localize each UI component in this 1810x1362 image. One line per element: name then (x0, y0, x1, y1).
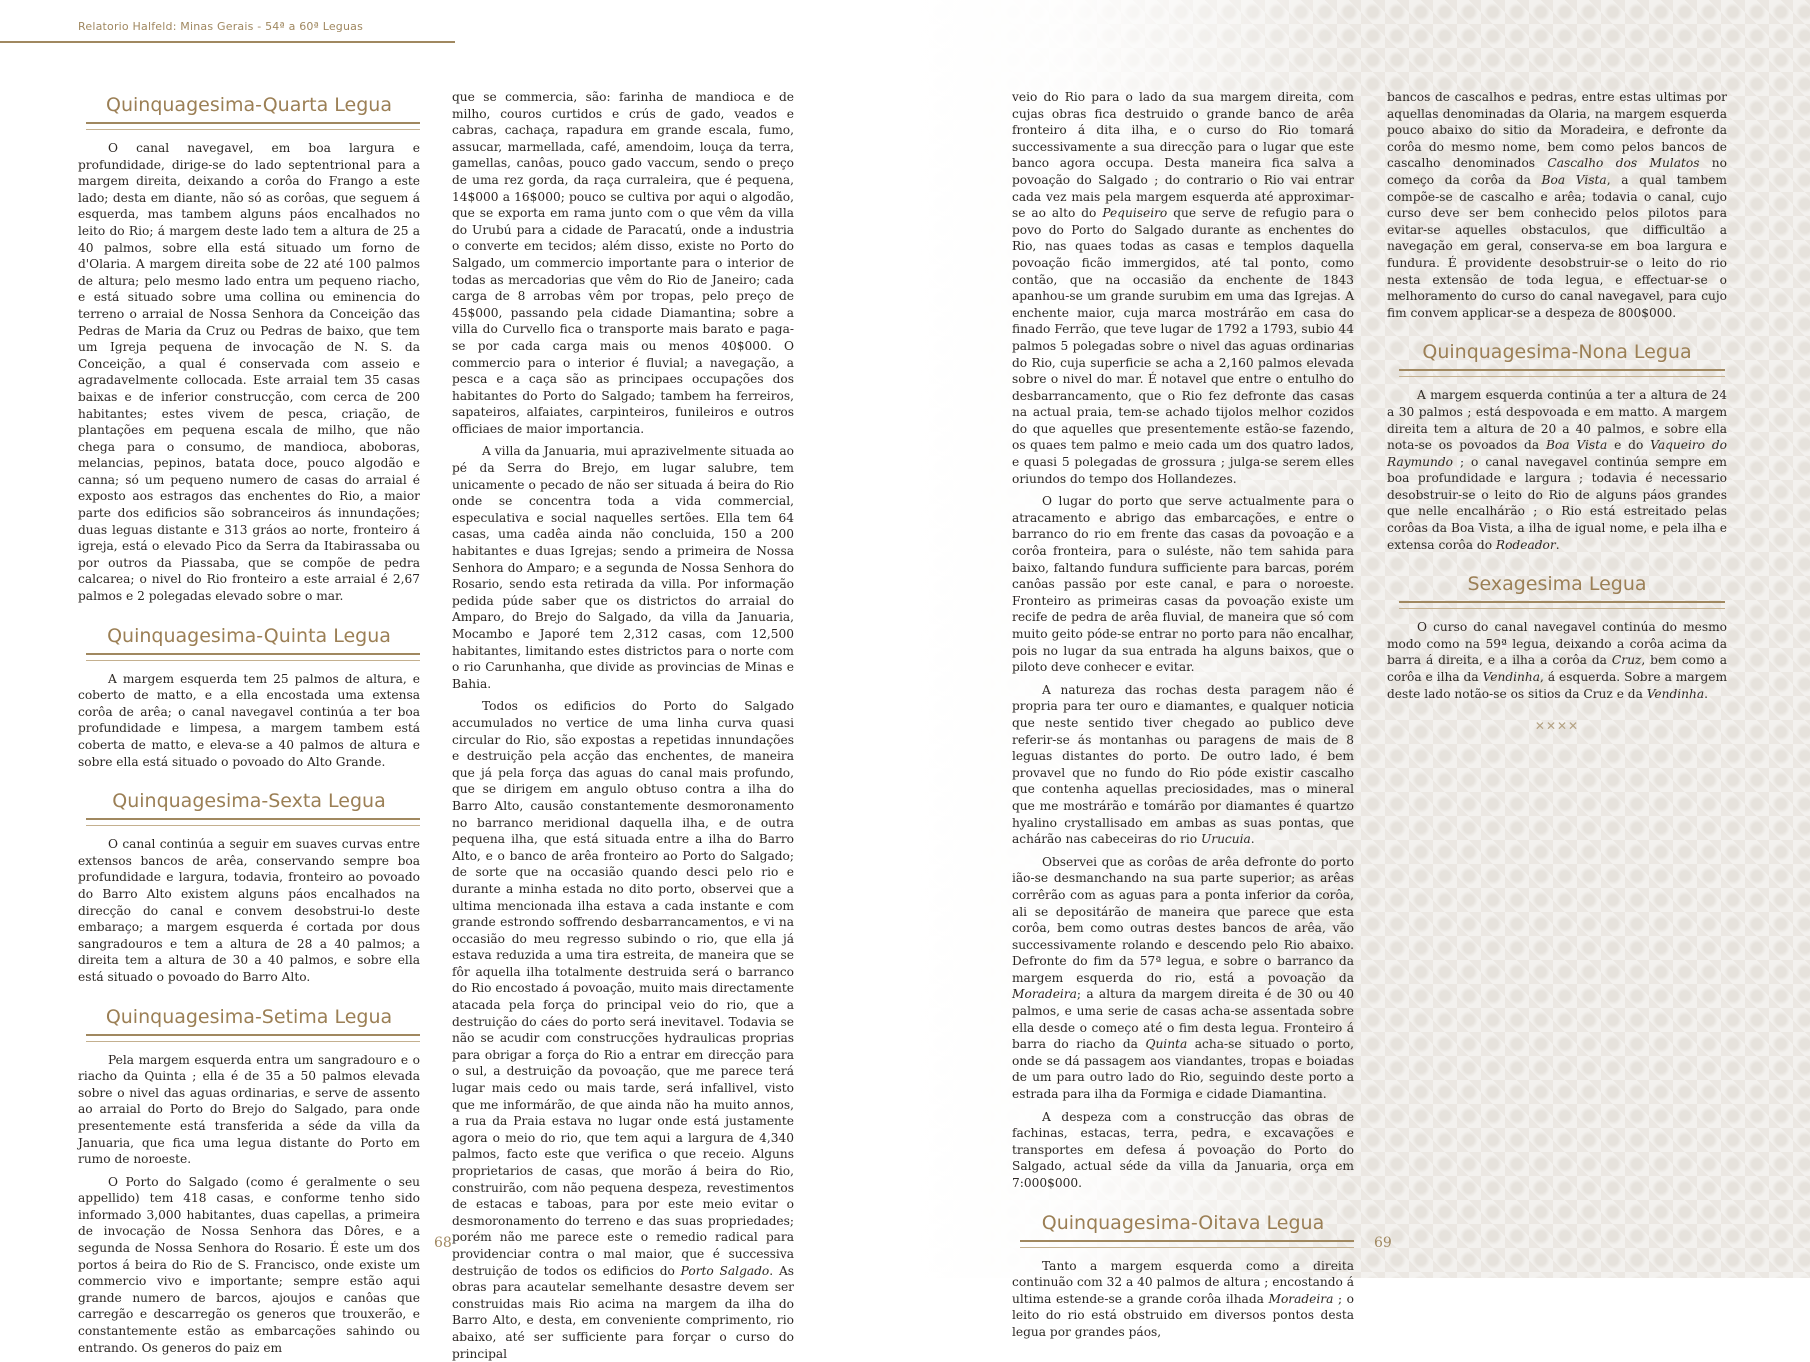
right-page-column-1 (1012, 89, 1355, 1339)
heading-rule (1020, 1240, 1354, 1248)
heading-rule (86, 1034, 420, 1042)
page-number-right: 69 (1374, 1235, 1392, 1251)
paragraph: O curso do canal navegavel continúa do mesmo modo como na 59ª legua, deixando a corôa acima da barra á direita, e a ilha a corôa da Cruz, bem como a corôa e ilha da Vendinha, á esquerda. Sobre a margem deste lado notão-se os sitios da Cruz e da Vendinha. (1387, 620, 1728, 701)
paragraph: veio do Rio para o lado da sua margem direita, com cujas obras fica destruido o grande banco de arêa fronteiro á dita ilha, e o curso do Rio tomará successivamente a sua direcção para o lugar que este banco agora occupa. Desta maneira fica salva a povoação do Salgado ; do contrario o Rio vai entrar cada vez mais pela margem esquerda até approximar-se ao alto do Pequiseiro que serve de refugio para o povo do Porto do Salgado durante as enchentes do Rio, nas quaes todas as casas e templos daquella povoação ficão immergidos, até tal ponto, como contão, que na occasião da enchente de 1843 apanhou-se um grande surubim em uma das Igrejas. A enchente maior, cuja marca mostrárão em casa do finado Ferrão, que teve lugar de 1792 a 1793, subio 44 palmos 5 polegadas sobre o nivel das aguas ordinarias do Rio, cuja superficie se acha a 2,160 palmos elevada sobre o nivel do mar. É notavel que entre o entulho do desbarrancamento, que o Rio fez defronte das casas na actual praia, tem-se achado tijolos melhor cozidos do que aquelles que presentemente estão-se fazendo, os quaes tem palmo e meio cada um dos quatro lados, e quasi 5 polegadas de grossura ; julga-se serem elles oriundos do tempo dos Hollandezes. (1012, 90, 1355, 486)
running-head-rule (0, 41, 455, 43)
page-number-left: 68 (434, 1235, 452, 1251)
section-heading-56: Quinquagesima-Sexta Legua (112, 790, 386, 813)
paragraph: Todos os edificios do Porto do Salgado accumulados no vertice de uma linha curva quasi circular do Rio, são expostas a repetidas innundações e destruição pela acção das enchentes, de maneira que já pela força das aguas do canal mais profundo, que se dirigem em angulo obtuso contra a ilha do Barro Alto, causão constantemente desmoronamento no barranco meridional daquella ilha, e de outra pequena ilha, que está situada entre a ilha do Barro Alto, e o banco de arêa fronteiro ao Porto do Salgado; de sorte que na occasião quando desci pelo rio e durante a minha estada no dito porto, observei que a ultima mencionada ilha estava a cada instante e com grande estrondo soffrendo desbarrancamentos, e vi na occasião do meu regresso subindo o rio, que ella já estava reduzida a uma tira estreita, de maneira que se fôr aquella ilha totalmente destruida será o barranco do Rio encostado á povoação, muito mais directamente atacada pela força do principal veio do rio, que a destruição do cáes do porto será inevitavel. Todavia se não se acudir com construcções hydraulicas proprias para obrigar a força do Rio a entrar em direcção para o sul, a destruição da povoação, que me parece terá lugar mais cedo ou mais tarde, será infallivel, visto que me informárão, de que ainda não ha muito annos, a rua da Praia estava no lugar onde está justamente agora o meio do rio, que tem aqui a largura de 4,340 palmos, facto este que verifica o que receio. Alguns proprietarios de casas, que morão á beira do Rio, construirão, com não pequena despeza, revestimentos de estacas e taboas, para por este meio evitar o desmoronamento do terreno e das suas propriedades; porém não me parece este o remedio radical para providenciar contra o mal maior, que é successiva destruição de todos os edificios do Porto Salgado. As obras para acautelar semelhante desastre devem ser construidas mais Rio acima na margem da ilha do Barro Alto, e desta, em conveniente comprimento, rio abaixo, até ser sufficiente para forçar o curso do principal (452, 699, 795, 1361)
paragraph: Observei que as corôas de arêa defronte do porto ião-se desmanchando na sua parte superior; as arêas corrêrão com as aguas para a ponta inferior da corôa, ali se depositárão de maneira que parece que esta corôa, bem como outras destes bancos de arêa, vão successivamente rolando e descendo pelo Rio abaixo. Defronte do fim da 57ª legua, e sobre o barranco da margem esquerda do rio, está a povoação da Moradeira; a altura da margem direita é de 30 ou 40 palmos, e uma serie de casas acha-se assentada sobre ella desde o começo até o fim desta legua. Fronteiro á barra do riacho da Quinta acha-se situado o porto, onde se dá passagem aos viandantes, tropas e boiadas de um para outro lado do Rio, seguindo deste porto a estrada para ilha da Formiga e cidade Diamantina. (1012, 854, 1354, 1102)
running-head: Relatorio Halfeld: Minas Gerais - 54ª a 60ª Leguas (78, 20, 364, 33)
section-heading-59: Quinquagesima-Nona Legua (1422, 341, 1692, 364)
paragraph: Tanto a margem esquerda como a direita continuão com 32 a 40 palmos de altura ; encostando á ultima estende-se a grande corôa ilhada Moradeira ; o leito do rio está obstruido em diversos pontos desta legua por grandes páos, (1012, 1258, 1354, 1339)
heading-rule (86, 818, 420, 826)
section-heading-60: Sexagesima Legua (1467, 573, 1647, 596)
paragraph: O Porto do Salgado (como é geralmente o seu appellido) tem 418 casas, e conforme tenho sido informado 3,000 habitantes, duas capellas, a primeira de invocação de Nossa Senhora das Dôres, e a segunda de Nossa Senhora do Rosario. É este um dos portos á beira do Rio de S. Francisco, onde existe um commercio vivo e importante; sempre estão aqui grande numero de barcos, ajoujos e canôas que carregão e descarregão os generos que trouxerão, e constantemente estão as embarcações sahindo ou entrando. Os generos do paiz em (78, 1174, 420, 1355)
heading-rule (86, 653, 420, 661)
paragraph: A margem esquerda tem 25 palmos de altura, e coberto de matto, e a ella encostada uma extensa corôa de arêa; o canal navegavel continúa a ter boa profundidade e limpesa, a margem tambem está coberta de matto, e eleva-se a 40 palmos de altura e sobre ella está situado o povoado do Alto Grande. (78, 671, 420, 769)
heading-rule (1399, 369, 1725, 377)
section-heading-57: Quinquagesima-Setima Legua (105, 1005, 393, 1028)
paragraph: A villa da Januaria, mui aprazivelmente situada ao pé da Serra do Brejo, em lugar salubre, tem unicamente o pecado de não ser situada á beira do Rio onde se concentra toda a vida commercial, especulativa e social naquelles sertões. Ella tem 64 casas, uma cadêa ainda não concluida, 150 a 200 habitantes e duas Igrejas; sendo a primeira de Nossa Senhora do Amparo; e a segunda de Nossa Senhora do Rosario, sendo esta retirada da villa. Por informação pedida púde saber que os districtos do arraial do Amparo, do Brejo do Salgado, da villa da Januaria, Mocambo e Japoré tem 2,312 casas, com 12,500 habitantes, limitando estes districtos para o norte com o rio Carunhanha, que divide as provincias de Minas e Bahia. (452, 444, 794, 691)
paragraph: bancos de cascalhos e pedras, entre estas ultimas por aquellas denominadas da Olaria, na margem esquerda pouco abaixo do sitio da Moradeira, e defronte da corôa do mesmo nome, bem como pelos bancos de cascalho denominados Cascalho dos Mulatos no começo da corôa da Boa Vista, a qual tambem compõe-se de cascalho e arêa; todavia o canal, cujo curso deve ser bem conhecido pelos pilotos para evitar-se aquelles obstaculos, que difficultão a navegação em geral, conserva-se em boa largura e fundura. É providente desobstruir-se o leito do rio nesta extensão de toda legua, e effectuar-se o melhoramento do curso do canal navegavel, para cujo fim convem applicar-se a despeza de 800$000. (1387, 90, 1727, 320)
section-heading-55: Quinquagesima-Quinta Legua (107, 624, 391, 647)
section-heading-54: Quinquagesima-Quarta Legua (106, 94, 392, 116)
left-page-column-2 (452, 89, 795, 1361)
right-page (905, 0, 1810, 1339)
end-ornament-icon: ✕✕✕✕ (1534, 719, 1580, 734)
left-page-column-1 (78, 86, 420, 1355)
paragraph: que se commercia, são: farinha de mandioca e de milho, couros curtidos e crús de gado, veados e cabras, cachaça, rapadura em grande escala, fumo, assucar, marmellada, café, amendoim, louça da terra, gamellas, canôas, pouco gado vaccum, sendo o preço de uma rez gorda, da raça curraleira, que é pequena, 14$000 a 16$000; pouco se cultiva por aqui o algodão, que se exporta em rama junto com o que vêm da villa do Urubú para a cidade de Paracatú, onde a industria o converte em tecidos; além disso, existe no Porto do Salgado, um commercio importante para o interior de todas as mercadorias que vêm do Rio de Janeiro; cada carga de 8 arrobas vêm por tropas, pelo preço de 45$000, passando pela cidade Diamantina; sobre a villa do Curvello fica o transporte mais barato e paga-se por cada carga mais ou menos 40$000. O commercio para o interior é fluvial; a navegação, a pesca e a caça são as principaes occupações dos habitantes do Porto do Salgado; tambem ha ferreiros, sapateiros, alfaiates, carpinteiros, funileiros e outros officiaes de maior importancia. (452, 90, 794, 436)
paragraph: A natureza das rochas desta paragem não é propria para ter ouro e diamantes, e qualquer noticia que neste sentido tiver chegado ao publico deve referir-se ás montanhas ou paragens de mais de 8 leguas distantes do porto. De outro lado, é bem provavel que no fundo do Rio póde existir cascalho que contenha aquellas preciosidades, mas o mineral que me mostrárão e tomárão por diamantes é quartzo hyalino crystallisado em ambas as suas pontas, que achárão nas cabeceiras do rio Urucuia. (1012, 682, 1354, 847)
paragraph: Pela margem esquerda entra um sangradouro e o riacho da Quinta ; ella é de 35 a 50 palmos elevada sobre o nivel das aguas ordinarias, e serve de assento ao arraial do Porto do Brejo do Salgado, para onde presentemente está transferida a séde da villa da Januaria, que fica uma legua distante do Porto em rumo de noroeste. (78, 1052, 420, 1167)
right-page-column-2 (1387, 89, 1727, 1209)
paragraph: O canal continúa a seguir em suaves curvas entre extensos bancos de arêa, conservando sempre boa profundidade e largura, todavia, fronteiro ao povoado do Barro Alto existem alguns páos encalhados na direcção do canal e convem desobstrui-lo deste embaraço; a margem esquerda é cortada por dous sangradouros e tem a altura de 28 a 40 palmos; a direita tem a altura de 30 a 40 palmos, e sobre ella está situado o povoado do Barro Alto. (78, 837, 420, 984)
paragraph: A despeza com a construcção das obras de fachinas, estacas, terra, pedra, e excavações e transportes em defesa á povoação do Porto do Salgado, actual séde da villa da Januaria, orça em 7:000$000. (1012, 1109, 1354, 1190)
section-heading-58: Quinquagesima-Oitava Legua (1041, 1211, 1325, 1234)
paragraph: A margem esquerda continúa a ter a altura de 24 a 30 palmos ; está despovoada e em matto. A margem direita tem a altura de 20 a 40 palmos, e sobre ella nota-se os povoados da Boa Vista e do Vaqueiro do Raymundo ; o canal navegavel continúa sempre em boa profundidade e largura ; todavia é necessario desobstruir-se o leito do Rio de alguns páos grandes que nelle encalhárão ; o Rio está estreitado pelas corôas da Boa Vista, a ilha de igual nome, e pela ilha e extensa corôa do Rodeador. (1387, 388, 1727, 552)
heading-rule (86, 122, 420, 130)
left-page (0, 0, 905, 1361)
paragraph: O lugar do porto que serve actualmente para o atracamento e abrigo das embarcações, e entre o barranco do rio em frente das casas da povoação e a corôa fronteira, para o suléste, não tem sahida para baixo, faltando fundura sufficiente para barcas, porém canôas passão por este canal, e para o noroeste. Fronteiro as primeiras casas da povoação existe um recife de pedra de arêa fluvial, de maneira que só com muito geito póde-se entrar no porto para não encalhar, pois no lugar da sua entrada ha alguns baixos, que o piloto deve conhecer e evitar. (1012, 494, 1354, 675)
paragraph: O canal navegavel, em boa largura e profundidade, dirige-se do lado septentrional para a margem direita, deixando a corôa do Frango a este lado; desta em diante, não só as corôas, que seguem á esquerda, mas tambem alguns páos encalhados no leito do Rio; á margem deste lado tem a altura de 25 a 40 palmos, sobre ella está situado um forno de d'Olaria. A margem direita sobe de 22 até 100 palmos de altura; pelo mesmo lado entra um pequeno riacho, e está situado sobre uma collina ou eminencia do terreno o arraial de Nossa Senhora da Conceição das Pedras de Maria da Cruz ou Pedras de baixo, que tem um Igreja pequena de invocação de N. S. da Conceição, a qual é conservada com asseio e agradavelmente collocada. Este arraial tem 35 casas baixas e de inferior construcção, com cerca de 200 habitantes; estes vivem de pesca, criação, de plantações em pequena escala de milho, que não chega para o consumo, de mandioca, aboboras, melancias, pepinos, batata doce, pouco algodão e canna; só um pequeno numero de casas do arraial é exposto aos estragos das enchentes do Rio, a maior parte dos edificios são sobranceiros ás innundações; duas leguas distante e 313 gráos ao norte, fronteiro á igreja, está o elevado Pico da Serra da Itabirassaba ou por outros da Piassaba, que se compõe de pedra calcarea; o nivel do Rio fronteiro a este arraial é 2,67 palmos e 2 polegadas elevado sobre o mar. (78, 141, 420, 604)
heading-rule (1399, 601, 1725, 609)
